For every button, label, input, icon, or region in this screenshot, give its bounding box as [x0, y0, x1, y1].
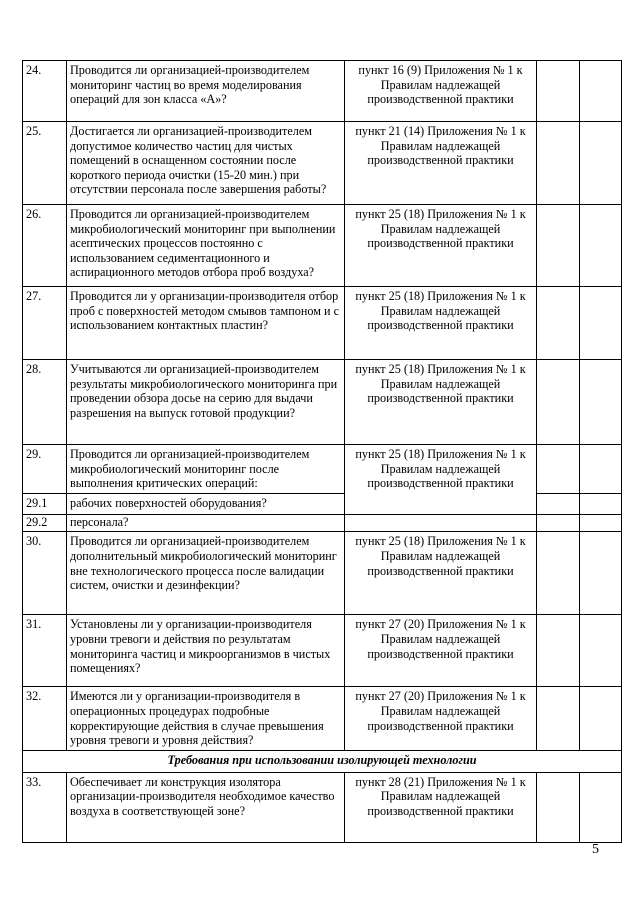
table-row: [23, 61, 622, 122]
regulation-reference: пункт 28 (21) Приложения № 1 к Правилам надлежащей производственной практики: [345, 772, 537, 842]
row-number: 30.: [23, 532, 67, 615]
answer-cell: [537, 772, 580, 842]
row-number: 29.2: [23, 514, 67, 532]
checklist-table: [22, 60, 622, 843]
answer-cell: [580, 772, 622, 842]
answer-cell: [580, 532, 622, 615]
row-number: 29.1: [23, 493, 67, 514]
regulation-reference: пункт 25 (18) Приложения № 1 к Правилам надлежащей производственной практики: [345, 360, 537, 445]
question-text: Проводится ли у организации-производителя отбор проб с поверхностей методом смывов тампоном и с использованием контактных пластин?: [67, 287, 345, 360]
row-number: 27.: [23, 287, 67, 360]
regulation-reference: пункт 25 (18) Приложения № 1 к Правилам надлежащей производственной практики: [345, 445, 537, 515]
table-row: [23, 122, 622, 205]
page-number: 5: [592, 842, 599, 857]
table-row: [23, 360, 622, 445]
question-text: Проводится ли организацией-производителем дополнительный микробиологический мониторинг вне технологического процесса после валидации систем, очистки и дезинфекции?: [67, 532, 345, 615]
question-text: Проводится ли организацией-производителем мониторинг частиц во время моделирования операций для зон класса «А»?: [67, 61, 345, 122]
answer-cell: [537, 445, 580, 494]
regulation-reference: пункт 27 (20) Приложения № 1 к Правилам надлежащей производственной практики: [345, 615, 537, 687]
regulation-reference: пункт 27 (20) Приложения № 1 к Правилам надлежащей производственной практики: [345, 687, 537, 750]
row-number: 31.: [23, 615, 67, 687]
regulation-reference: пункт 16 (9) Приложения № 1 к Правилам надлежащей производственной практики: [345, 61, 537, 122]
table-row: [23, 615, 622, 687]
question-text: Имеются ли у организации-производителя в операционных процедурах подробные корректирующие действия в случае превышения уровня тревоги и уровня действия?: [67, 687, 345, 750]
question-text: Установлены ли у организации-производителя уровни тревоги и действия по результатам мониторинга частиц и микроорганизмов в чистых помещениях?: [67, 615, 345, 687]
question-text: Достигается ли организацией-производителем допустимое количество частиц для чистых помещений в оснащенном состоянии после короткого периода очистки (15-20 мин.) при отсутствии персонала после завершения работы?: [67, 122, 345, 205]
answer-cell: [537, 205, 580, 287]
table-row: [23, 687, 622, 750]
row-number: 26.: [23, 205, 67, 287]
row-number: 25.: [23, 122, 67, 205]
row-number: 32.: [23, 687, 67, 750]
answer-cell: [580, 615, 622, 687]
table-row: [23, 205, 622, 287]
question-text: Проводится ли организацией-производителем микробиологический мониторинг после выполнения критических операций:: [67, 445, 345, 494]
answer-cell: [580, 360, 622, 445]
answer-cell: [580, 514, 622, 532]
regulation-reference: пункт 25 (18) Приложения № 1 к Правилам надлежащей производственной практики: [345, 287, 537, 360]
answer-cell: [580, 287, 622, 360]
question-text: Обеспечивает ли конструкция изолятора организации-производителя необходимое качество воздуха в соответствующей зоне?: [67, 772, 345, 842]
regulation-reference: пункт 25 (18) Приложения № 1 к Правилам надлежащей производственной практики: [345, 205, 537, 287]
question-text: Проводится ли организацией-производителем микробиологический мониторинг при выполнении асептических процессов постоянно с использованием седиментационного и аспирационного методов отбора проб воздуха?: [67, 205, 345, 287]
row-number: 28.: [23, 360, 67, 445]
answer-cell: [580, 61, 622, 122]
answer-cell: [537, 61, 580, 122]
answer-cell: [580, 493, 622, 514]
table-row: [23, 445, 622, 494]
answer-cell: [580, 445, 622, 494]
table-row: [23, 287, 622, 360]
section-title: Требования при использовании изолирующей технологии: [23, 750, 622, 772]
answer-cell: [537, 615, 580, 687]
answer-cell: [580, 205, 622, 287]
answer-cell: [537, 122, 580, 205]
regulation-reference: [345, 514, 537, 532]
row-number: 24.: [23, 61, 67, 122]
answer-cell: [580, 687, 622, 750]
answer-cell: [537, 514, 580, 532]
answer-cell: [537, 532, 580, 615]
answer-cell: [537, 687, 580, 750]
regulation-reference: пункт 21 (14) Приложения № 1 к Правилам надлежащей производственной практики: [345, 122, 537, 205]
answer-cell: [537, 360, 580, 445]
question-text: рабочих поверхностей оборудования?: [67, 493, 345, 514]
answer-cell: [537, 493, 580, 514]
table-row: [23, 532, 622, 615]
row-number: 33.: [23, 772, 67, 842]
question-text: персонала?: [67, 514, 345, 532]
question-text: Учитываются ли организацией-производителем результаты микробиологического мониторинга при проведении обзора досье на серию для выдачи разрешения на выпуск готовой продукции?: [67, 360, 345, 445]
table-row: [23, 514, 622, 532]
row-number: 29.: [23, 445, 67, 494]
answer-cell: [580, 122, 622, 205]
table-row: [23, 772, 622, 842]
answer-cell: [537, 287, 580, 360]
section-row: [23, 750, 622, 772]
regulation-reference: пункт 25 (18) Приложения № 1 к Правилам надлежащей производственной практики: [345, 532, 537, 615]
